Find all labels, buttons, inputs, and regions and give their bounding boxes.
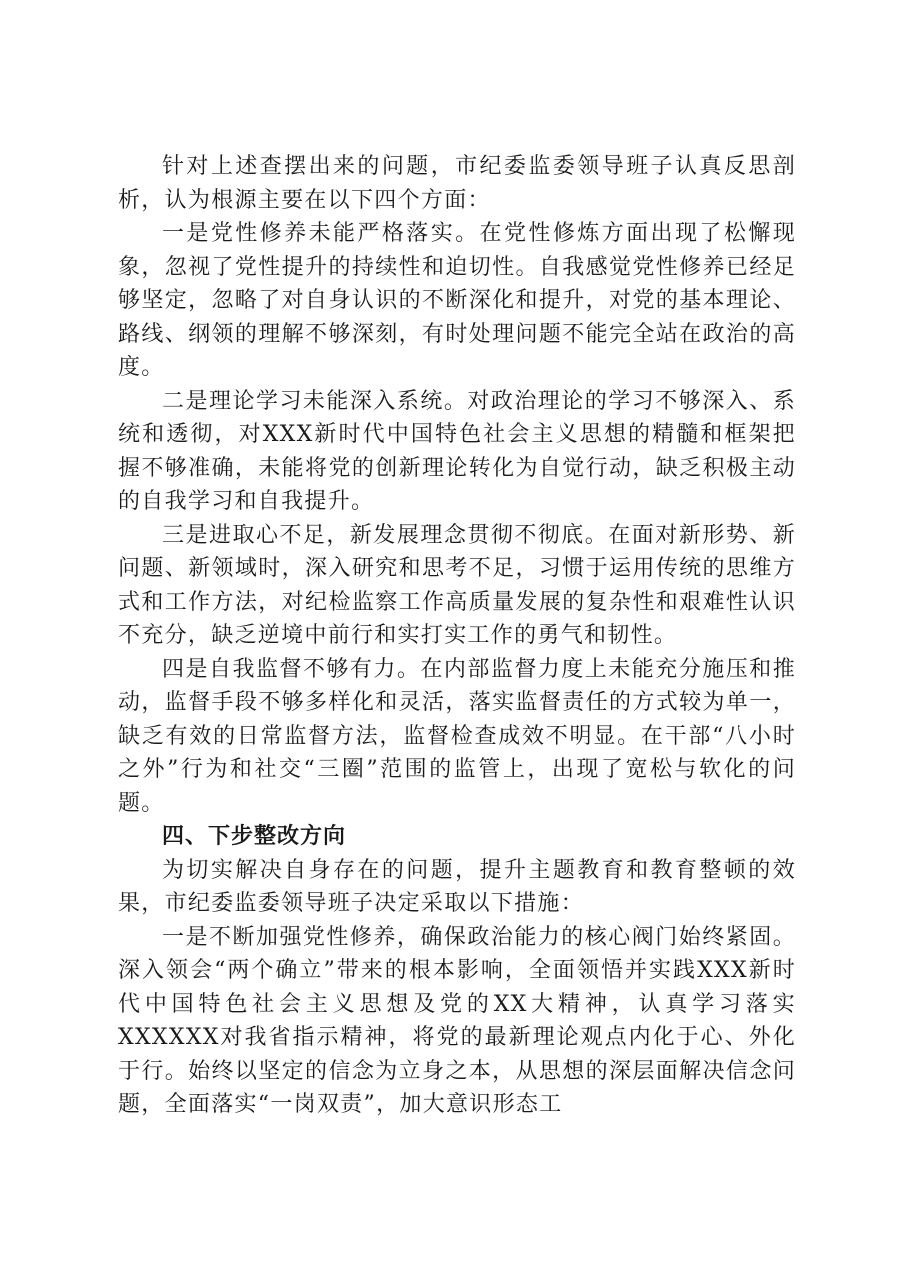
section-heading-rectification: 四、下步整改方向 xyxy=(162,824,347,849)
paragraph-cause-theory-study: 二是理论学习未能深入系统。对政治理论的学习不够深入、系统和透彻，对XXX新时代中国特色社会主义思想的精髓和框架把握不够准确，未能将党的创新理论转化为自觉行动，缺乏积极主动的自我学习和自我提升。 xyxy=(118,388,796,514)
document-body xyxy=(118,150,796,1122)
paragraph-cause-party-spirit: 一是党性修养未能严格落实。在党性修炼方面出现了松懈现象，忽视了党性提升的持续性和迫切性。自我感觉党性修养已经足够坚定，忽略了对自身认识的不断深化和提升，对党的基本理论、路线、纲领的理解不够深刻，有时处理问题不能完全站在政治的高度。 xyxy=(118,221,796,380)
paragraph-measure-party-spirit: 一是不断加强党性修养，确保政治能力的核心阀门始终紧固。深入领会“两个确立”带来的根本影响，全面领悟并实践XXX新时代中国特色社会主义思想及党的XX大精神，认真学习落实XXXXXX对我省指示精神，将党的最新理论观点内化于心、外化于行。始终以坚定的信念为立身之本，从思想的深层面解决信念问题，全面落实“一岗双责”，加大意识形态工 xyxy=(118,924,796,1117)
paragraph-root-cause-intro: 针对上述查摆出来的问题，市纪委监委领导班子认真反思剖析，认为根源主要在以下四个方面： xyxy=(118,154,796,213)
paragraph-cause-self-supervision: 四是自我监督不够有力。在内部监督力度上未能充分施压和推动，监督手段不够多样化和灵活，落实监督责任的方式较为单一，缺乏有效的日常监督方法，监督检查成效不明显。在干部“八小时之外”行为和社交“三圈”范围的监管上，出现了宽松与软化的问题。 xyxy=(118,656,796,816)
paragraph-measures-intro: 为切实解决自身存在的问题，提升主题教育和教育整顿的效果，市纪委监委领导班子决定采取以下措施： xyxy=(118,857,796,916)
paragraph-cause-enterprise: 三是进取心不足，新发展理念贯彻不彻底。在面对新形势、新问题、新领域时，深入研究和思考不足，习惯于运用传统的思维方式和工作方法，对纪检监察工作高质量发展的复杂性和艰难性认识不充分，缺乏逆境中前行和实打实工作的勇气和韧性。 xyxy=(118,522,796,648)
